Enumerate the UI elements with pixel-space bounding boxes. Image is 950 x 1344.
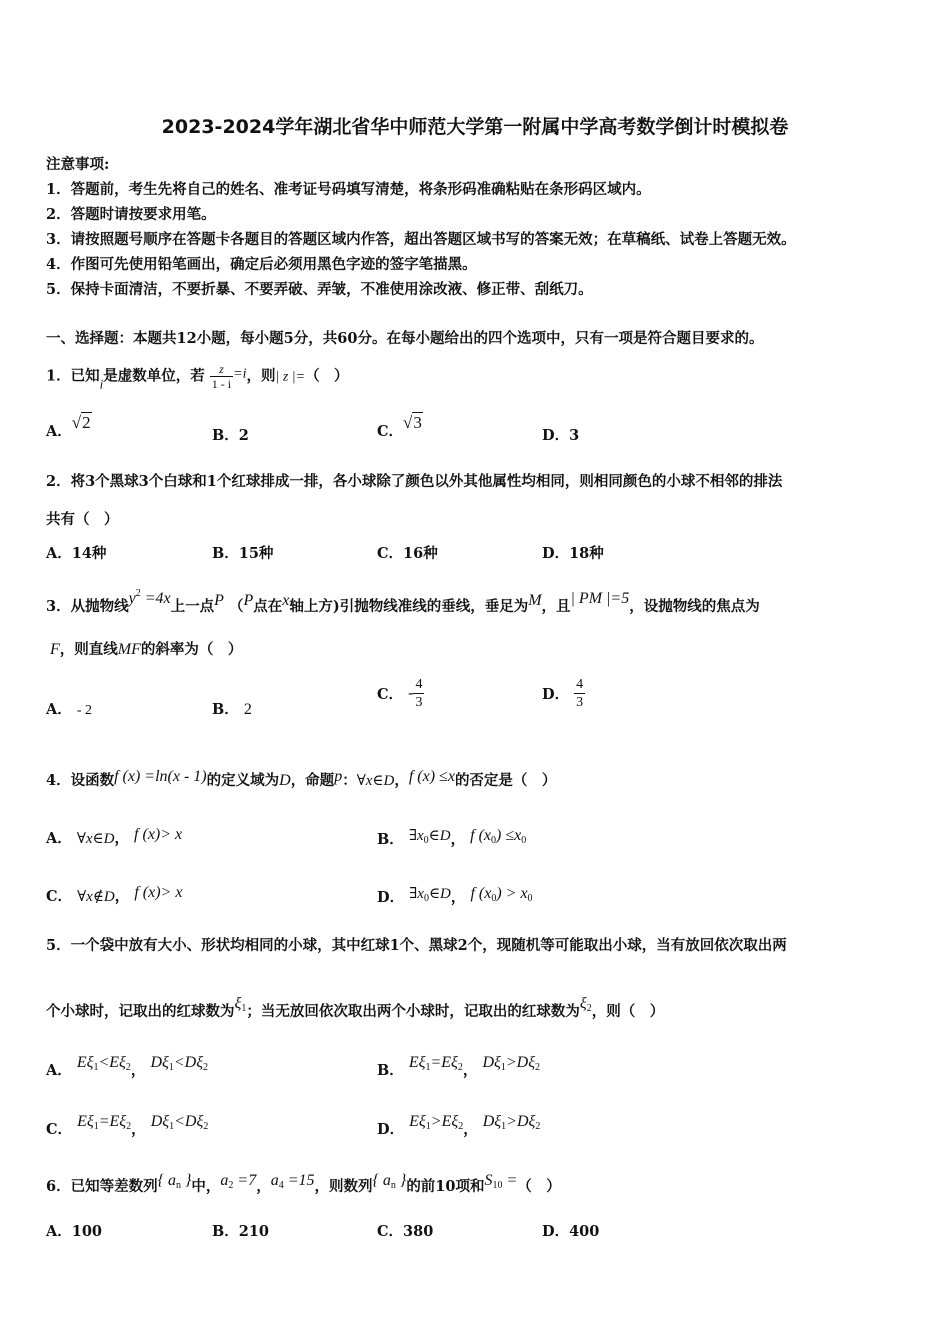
option-b[interactable]: B． $\exists x_0\in D$， f $(x_0) \le x_0$ — [377, 827, 527, 848]
notes-heading: 注意事项: — [46, 156, 110, 173]
option-c[interactable]: C． $E\xi_1=E\xi_2$， $D\xi_1<D\xi_2$ — [46, 1113, 209, 1138]
question-5-line-2: 个小球时，记取出的红球数为$\xi_1$；当无放回依次取出两个小球时，记取出的红球数为$\xi_2$，则（ ） — [46, 995, 665, 1020]
question-5-line-1: 5．一个袋中放有大小、形状均相同的小球，其中红球1个、黑球2个，现随机等可能取出小球，当有放回依次取出两 — [46, 937, 787, 954]
note-item: 4．作图可先使用铅笔画出，确定后必须用黑色字迹的签字笔描黑。 — [46, 256, 477, 273]
note-item: 2．答题时请按要求用笔。 — [46, 206, 216, 223]
fraction: $\frac{z}{1 - i}$ — [211, 362, 232, 391]
question-1: 1．已知i是虚数单位，若 $\frac{z}{1 - i}$ =i，则| z |=（ ） — [46, 362, 349, 392]
option-b[interactable]: B．210 — [212, 1223, 270, 1240]
note-item: 1．答题前，考生先将自己的姓名、准考证号码填写清楚，将条形码准确粘贴在条形码区域内。 — [46, 181, 651, 198]
option-c[interactable]: C．16种 — [377, 545, 438, 562]
note-item: 5．保持卡面清洁，不要折暴、不要弄破、弄皱，不准使用涂改液、修正带、刮纸刀。 — [46, 281, 593, 298]
question-2-line-1: 2．将3个黑球3个白球和1个红球排成一排，各小球除了颜色以外其他属性均相同，则相同颜色的小球不相邻的排法 — [46, 473, 783, 490]
option-b[interactable]: B．2 — [212, 427, 249, 444]
option-c[interactable]: C． ∀x∉D， f (x)> x — [46, 884, 183, 905]
option-a[interactable]: A．14种 — [46, 545, 107, 562]
option-b[interactable]: B． $E\xi_1=E\xi_2$， $D\xi_1>D\xi_2$ — [377, 1054, 541, 1079]
option-a[interactable]: A．100 — [46, 1223, 103, 1240]
option-a[interactable]: A．√2 — [46, 413, 91, 440]
question-3-line-2: F，则直线MF的斜率为（ ） — [50, 641, 243, 658]
option-a[interactable]: A． ∀x∈D， f (x)> x — [46, 826, 183, 847]
option-d[interactable]: D．18种 — [542, 545, 604, 562]
option-d[interactable]: D． $\exists x_0\in D$， f $(x_0) > x_0$ — [377, 885, 533, 906]
question-4: 4．设函数f (x) =ln(x - 1)的定义域为D，命题p：∀x∈D，f (x) ≤x的否定是（ ） — [46, 768, 557, 789]
option-a[interactable]: A． - 2 — [46, 701, 92, 718]
option-d[interactable]: D． $\frac{4}{3}$ — [542, 677, 584, 710]
option-d[interactable]: D． $E\xi_1>E\xi_2$， $D\xi_1>D\xi_2$ — [377, 1113, 541, 1138]
note-item: 3．请按照题号顺序在答题卡各题目的答题区域内作答，超出答题区域书写的答案无效；在草稿纸、试卷上答题无效。 — [46, 231, 796, 248]
option-b[interactable]: B．15种 — [212, 545, 274, 562]
option-c[interactable]: C． - $\frac{4}{3}$ — [377, 677, 423, 710]
option-d[interactable]: D．3 — [542, 427, 580, 444]
option-c[interactable]: C．√3 — [377, 413, 422, 440]
question-2-line-2: 共有（ ） — [46, 511, 119, 528]
page-title: 2023-2024学年湖北省华中师范大学第一附属中学高考数学倒计时模拟卷 — [161, 116, 789, 138]
option-a[interactable]: A． $E\xi_1<E\xi_2$， $D\xi_1<D\xi_2$ — [46, 1054, 209, 1079]
option-d[interactable]: D．400 — [542, 1223, 600, 1240]
question-6: 6．已知等差数列{ $a_n$ }中，$a_2 =7$，$a_4 =15$，则数列{ $a_n$ }的前10项和$S_{10}$ =（ ） — [46, 1172, 561, 1195]
question-3-line-1: 3．从抛物线$y^2 =4x$上一点P （P点在x轴上方)引抛物线准线的垂线，垂足为M，且| PM |=5，设抛物线的焦点为 — [46, 588, 760, 615]
section-heading: 一、选择题：本题共12小题，每小题5分，共60分。在每小题给出的四个选项中，只有一项是符合题目要求的。 — [46, 330, 764, 347]
option-c[interactable]: C．380 — [377, 1223, 434, 1240]
option-b[interactable]: B． 2 — [212, 701, 252, 718]
